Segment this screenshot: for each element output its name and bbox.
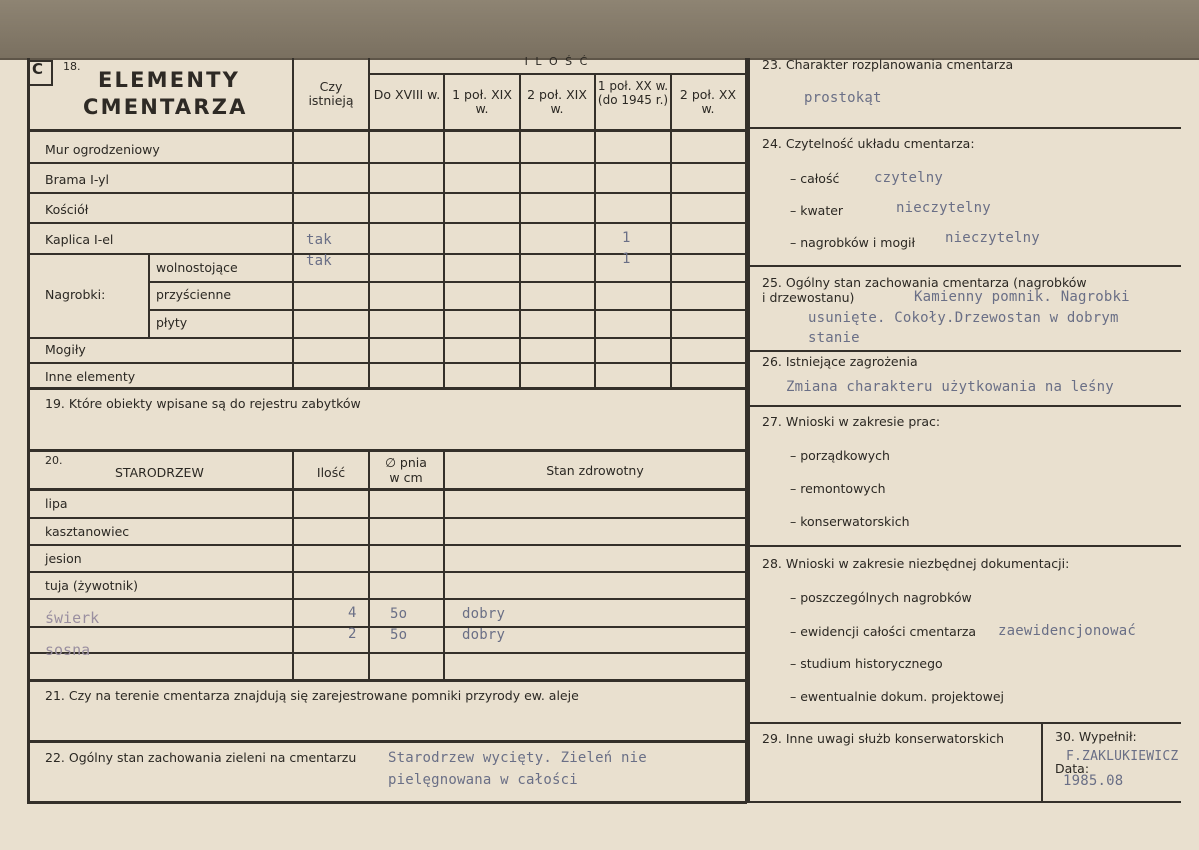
col-do-xviii: Do XVIII w. (373, 87, 441, 102)
q24-nagrobkow-value: nieczytelny (945, 230, 1040, 246)
q28-ewidencji-value: zaewidencjonować (998, 623, 1137, 639)
sosna-stan: dobry (462, 627, 506, 643)
q26-answer: Zmiana charakteru użytkowania na leśny (786, 379, 1114, 395)
q28-label: 28. Wnioski w zakresie niezbędnej dokumentacji: (762, 556, 1070, 571)
title-line1: ELEMENTY (98, 68, 241, 92)
q29-label: 29. Inne uwagi służb konserwatorskich (762, 731, 1004, 746)
q25-label-line2: i drzewostanu) (762, 290, 855, 305)
col-1pol-xx: 1 poł. XX w. (do 1945 r.) (597, 79, 669, 107)
q24-kwater-value: nieczytelny (896, 200, 991, 216)
left-border (27, 58, 30, 803)
q24-calosc-value: czytelny (874, 170, 944, 186)
col-ilosc: I L O Ś Ć (524, 55, 590, 68)
col-1pol-xix: 1 poł. XIX w. (452, 87, 512, 117)
q30-data-label: Data: (1055, 761, 1090, 776)
wolno-czy-value: tak (306, 253, 332, 269)
starodrzew-title: STARODRZEW (115, 465, 204, 480)
col-pnia-unit: w cm (389, 470, 423, 485)
row-wolnostojace: wolnostojące (156, 260, 238, 275)
q22-answer-line2: pielęgnowana w całości (388, 772, 578, 788)
q28-nagrobkow: – poszczególnych nagrobków (790, 590, 972, 605)
row-inne: Inne elementy (45, 369, 136, 384)
q25-answer-line1: Kamienny pomnik. Nagrobki (914, 289, 1130, 305)
q22-label: 22. Ogólny stan zachowania zieleni na cmentarzu (45, 750, 357, 765)
q24-calosc: – całość (790, 171, 840, 186)
title-line2: CMENTARZA (83, 95, 248, 119)
q25-answer-line2: usunięte. Cokoły.Drzewostan w dobrym (808, 310, 1119, 326)
q27-label: 27. Wnioski w zakresie prac: (762, 414, 941, 429)
tree-tuja: tuja (żywotnik) (45, 578, 139, 593)
q28-projektowej: – ewentualnie dokum. projektowej (790, 689, 1005, 704)
tree-lipa: lipa (45, 496, 68, 511)
q23-answer: prostokąt (804, 90, 882, 106)
row-kosciol: Kościół (45, 202, 89, 217)
q27-konserwatorskich: – konserwatorskich (790, 514, 910, 529)
col-ilosc-drzew: Ilość (316, 465, 346, 480)
q28-ewidencji: – ewidencji całości cmentarza (790, 624, 977, 639)
q25-answer-line3: stanie (808, 330, 860, 346)
q26-label: 26. Istniejące zagrożenia (762, 354, 918, 369)
kaplica-czy-value: tak (306, 232, 332, 248)
col-stan-zdrowotny: Stan zdrowotny (546, 463, 644, 478)
q19-label: 19. Które obiekty wpisane są do rejestru zabytków (45, 396, 361, 411)
top-binding-strip (0, 0, 1199, 60)
row-mogily: Mogiły (45, 342, 86, 357)
tree-jesion: jesion (45, 551, 82, 566)
q25-label-line1: 25. Ogólny stan zachowania cmentarza (nagrobków (762, 275, 1087, 290)
q28-studium: – studium historycznego (790, 656, 943, 671)
q20-number: 20. (45, 454, 63, 467)
swierk-qty: 4 (348, 605, 357, 621)
col-2pol-xx: 2 poł. XX w. (679, 87, 737, 117)
q18-number: 18. (63, 60, 81, 73)
row-nagrobki: Nagrobki: (45, 287, 106, 302)
q24-kwater: – kwater (790, 203, 844, 218)
q30-label: 30. Wypełnił: (1055, 729, 1137, 744)
col-czy-istnieja: Czy istnieją (308, 79, 354, 109)
q30-name: F.ZAKLUKIEWICZ (1066, 749, 1179, 764)
swierk-stan: dobry (462, 606, 506, 622)
q21-label: 21. Czy na terenie cmentarza znajdują się zarejestrowane pomniki przyrody ew. aleje (45, 688, 579, 703)
swierk-cm: 5o (390, 606, 408, 622)
row-mur: Mur ogrodzeniowy (45, 142, 160, 157)
wolno-1xx-value: 1 (622, 251, 631, 267)
row-brama: Brama I-yl (45, 172, 110, 187)
sosna-qty: 2 (348, 626, 357, 642)
tree-kasztanowiec: kasztanowiec (45, 524, 130, 539)
sosna-cm: 5o (390, 627, 408, 643)
tree-sosna: sosna (45, 641, 91, 659)
row-plyty: płyty (156, 315, 188, 330)
section-letter: C (32, 60, 44, 78)
tree-swierk: świerk (45, 609, 100, 627)
col-pnia: ∅ pnia (385, 455, 427, 470)
col-2pol-xix: 2 poł. XIX w. (527, 87, 587, 117)
q27-porzadkowych: – porządkowych (790, 448, 890, 463)
q22-answer-line1: Starodrzew wycięty. Zieleń nie (388, 750, 647, 766)
q23-label: 23. Charakter rozplanowania cmentarza (762, 57, 1014, 72)
q27-remontowych: – remontowych (790, 481, 886, 496)
q24-nagrobkow: – nagrobków i mogił (790, 235, 916, 250)
q24-label: 24. Czytelność układu cmentarza: (762, 136, 975, 151)
q30-date: 1985.08 (1063, 773, 1124, 789)
row-kaplica: Kaplica I-el (45, 232, 114, 247)
row-przyscienne: przyścienne (156, 287, 232, 302)
kaplica-1xx-value: 1 (622, 230, 631, 246)
